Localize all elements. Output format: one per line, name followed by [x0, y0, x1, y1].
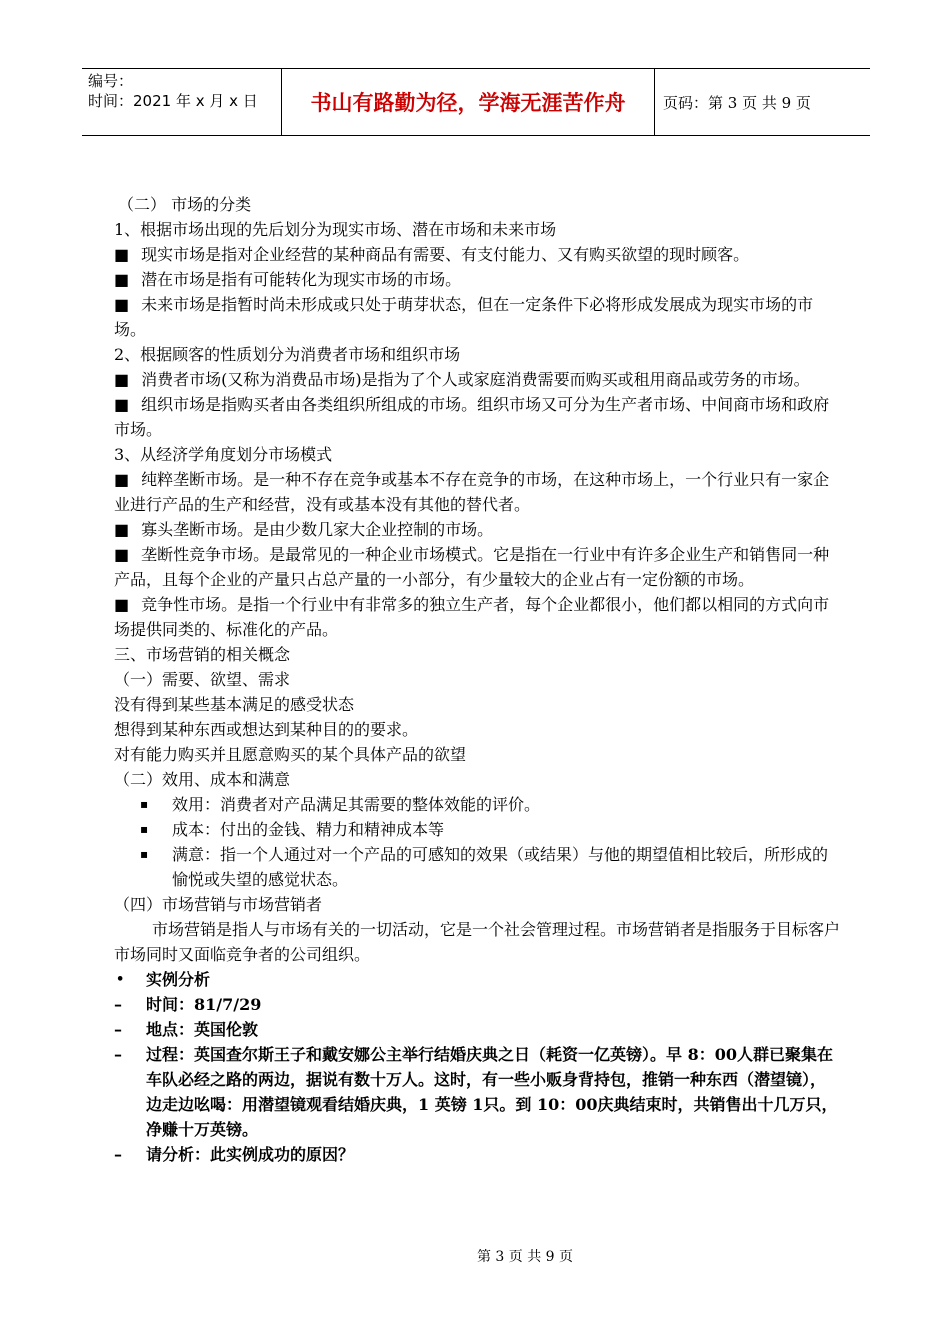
dash-marker-icon: –	[114, 1045, 122, 1064]
bullet-paragraph: ■ 组织市场是指购买者由各类组织所组成的市场。组织市场又可分为生产者市场、中间商市场和政府市场。	[114, 392, 840, 442]
list-item-text: 效用：消费者对产品满足其需要的整体效能的评价。	[172, 795, 541, 814]
text-line: 对有能力购买并且愿意购买的某个具体产品的欲望	[114, 745, 467, 764]
bullet-paragraph: ■ 寡头垄断市场。是由少数几家大企业控制的市场。	[114, 517, 840, 542]
bullet-dot-icon: •	[116, 972, 125, 987]
case-heading-text: 实例分析	[146, 970, 211, 989]
bullet-paragraph: ■ 消费者市场(又称为消费品市场)是指为了个人或家庭消费需要而购买或租用商品或劳务的市场。	[114, 367, 840, 392]
bullet-paragraph: ■ 竞争性市场。是指一个行业中有非常多的独立生产者，每个企业都很小，他们都以相同的方式向市场提供同类的、标准化的产品。	[114, 592, 840, 642]
page-code-cell	[655, 69, 870, 135]
footer-page-number: 第 3 页 共 9 页	[476, 1249, 574, 1265]
motto-cell	[282, 69, 655, 135]
case-line	[114, 1142, 840, 1167]
bullet-paragraph: ■ 潜在市场是指有可能转化为现实市场的市场。	[114, 267, 840, 292]
text-line: 没有得到某些基本满足的感受状态	[114, 695, 355, 714]
item-heading: 2、根据顾客的性质划分为消费者市场和组织市场	[114, 345, 461, 364]
text-line: 想得到某种东西或想达到某种目的的要求。	[114, 720, 419, 739]
dash-marker-icon: –	[114, 1145, 122, 1164]
date-label: 时间：2021 年 x 月 x 日	[88, 92, 258, 110]
item-heading: 1、根据市场出现的先后划分为现实市场、潜在市场和未来市场	[114, 220, 557, 239]
motto-text: 书山有路勤为径，学海无涯苦作舟	[310, 91, 626, 115]
case-line-text: 过程：英国查尔斯王子和戴安娜公主举行结婚庆典之日（耗资一亿英镑）。早 8：00人群已聚集在车队必经之路的两边，据说有数十万人。这时，有一些小贩身背持包，推销一种东西（潜望镜），边走边吆喝：用潜望镜观看结婚庆典，1 英镑 1只。到 10：00庆典结束时，共销售出十几万只，净赚十万英镑。	[146, 1045, 838, 1139]
case-line	[114, 992, 840, 1017]
case-line	[114, 1017, 840, 1042]
item-heading: 3、从经济学角度划分市场模式	[114, 445, 333, 464]
list-item	[114, 792, 840, 817]
bullet-paragraph: ■ 未来市场是指暂时尚未形成或只处于萌芽状态，但在一定条件下必将形成发展成为现实市场的市场。	[114, 292, 840, 342]
bullet-paragraph: ■ 现实市场是指对企业经营的某种商品有需要、有支付能力、又有购买欲望的现时顾客。	[114, 242, 840, 267]
section-heading: （二） 市场的分类	[118, 195, 252, 214]
case-line-text: 时间：81/7/29	[146, 995, 262, 1014]
list-item	[114, 842, 840, 892]
list-item-text: 满意：指一个人通过对一个产品的可感知的效果（或结果）与他的期望值相比较后，所形成的愉悦或失望的感觉状态。	[172, 845, 829, 889]
dash-marker-icon: –	[114, 1020, 122, 1039]
page-code-text: 页码：第 3 页 共 9 页	[663, 93, 811, 112]
case-line-text: 地点：英国伦敦	[146, 1020, 259, 1039]
page-footer	[0, 1246, 950, 1266]
header-table	[82, 68, 870, 136]
header-left-cell	[82, 69, 282, 135]
serial-label: 编号：	[88, 72, 134, 90]
small-square-bullet-icon: ▪	[140, 822, 149, 836]
subsection-heading: （四）市场营销与市场营销者	[114, 895, 323, 914]
bullet-paragraph: ■ 纯粹垄断市场。是一种不存在竞争或基本不存在竞争的市场，在这种市场上，一个行业只有一家企业进行产品的生产和经营，没有或基本没有其他的替代者。	[114, 467, 840, 517]
case-line-text: 请分析：此实例成功的原因？	[146, 1145, 355, 1164]
document-body	[114, 192, 840, 1167]
subsection-heading: （二）效用、成本和满意	[114, 770, 291, 789]
small-square-bullet-icon: ▪	[140, 797, 149, 811]
section-heading: 三、市场营销的相关概念	[114, 645, 291, 664]
case-line	[114, 1042, 840, 1142]
subsection-heading: （一）需要、欲望、需求	[114, 670, 291, 689]
dash-marker-icon: –	[114, 995, 122, 1014]
case-heading	[114, 967, 840, 992]
small-square-bullet-icon: ▪	[140, 847, 149, 861]
bullet-paragraph: ■ 垄断性竞争市场。是最常见的一种企业市场模式。它是指在一行业中有许多企业生产和销售同一种产品，且每个企业的产量只占总产量的一小部分，有少量较大的企业占有一定份额的市场。	[114, 542, 840, 592]
list-item	[114, 817, 840, 842]
list-item-text: 成本：付出的金钱、精力和精神成本等	[172, 820, 445, 839]
body-paragraph: 市场营销是指人与市场有关的一切活动，它是一个社会管理过程。市场营销者是指服务于目标客户市场同时又面临竞争者的公司组织。	[114, 920, 841, 964]
